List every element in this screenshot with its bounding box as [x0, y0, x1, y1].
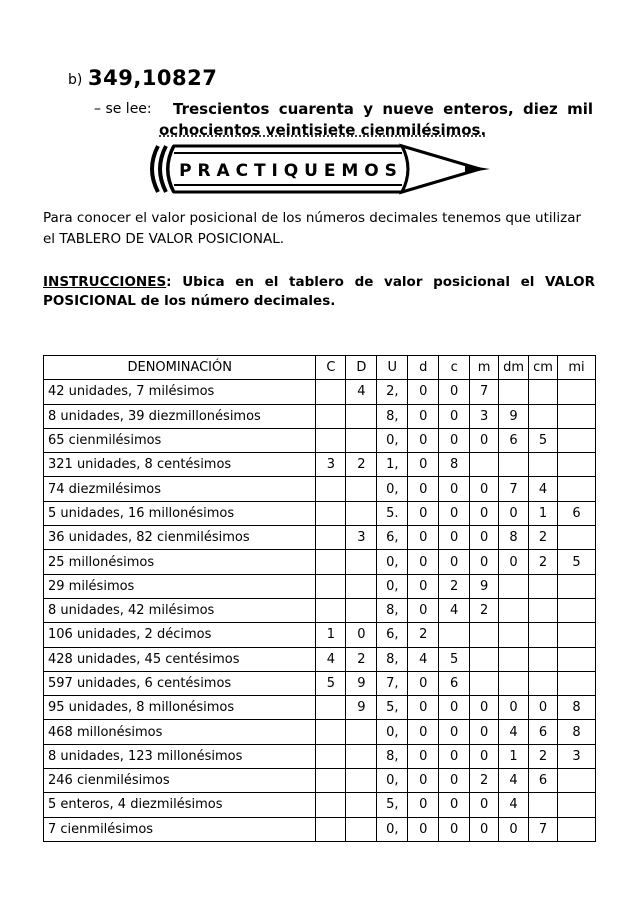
digit-cell [557, 428, 595, 452]
digit-cell [557, 769, 595, 793]
digit-cell: 0 [470, 428, 499, 452]
digit-cell [316, 817, 346, 841]
digit-cell [557, 526, 595, 550]
digit-cell: 6, [377, 526, 408, 550]
table-row [44, 428, 596, 452]
digit-cell: 0 [408, 380, 439, 404]
digit-cell [529, 404, 558, 428]
item-label: b) [68, 72, 83, 88]
digit-cell: 7, [377, 671, 408, 695]
header-d-upper: D [346, 356, 377, 380]
digit-cell [346, 428, 377, 452]
digit-cell [316, 793, 346, 817]
digit-cell [316, 477, 346, 501]
digit-cell [346, 501, 377, 525]
digit-cell: 2 [408, 623, 439, 647]
digit-cell: 4 [408, 647, 439, 671]
digit-cell: 3 [470, 404, 499, 428]
denomination-cell: 246 cienmilésimos [44, 769, 316, 793]
digit-cell: 5 [316, 671, 346, 695]
digit-cell: 6, [377, 623, 408, 647]
header-denominacion: DENOMINACIÓN [44, 356, 316, 380]
digit-cell [316, 696, 346, 720]
digit-cell [470, 647, 499, 671]
digit-cell [529, 671, 558, 695]
digit-cell: 0 [470, 696, 499, 720]
digit-cell: 0 [408, 574, 439, 598]
digit-cell: 4 [439, 598, 470, 622]
denomination-cell: 42 unidades, 7 milésimos [44, 380, 316, 404]
denomination-cell: 8 unidades, 42 milésimos [44, 598, 316, 622]
digit-cell [316, 380, 346, 404]
digit-cell [529, 793, 558, 817]
digit-cell [316, 574, 346, 598]
table-row [44, 744, 596, 768]
digit-cell: 0 [499, 550, 529, 574]
digit-cell: 8 [557, 720, 595, 744]
digit-cell [557, 793, 595, 817]
digit-cell: 0 [470, 744, 499, 768]
digit-cell: 1 [316, 623, 346, 647]
table-row [44, 769, 596, 793]
digit-cell: 9 [346, 671, 377, 695]
denomination-cell: 321 unidades, 8 centésimos [44, 453, 316, 477]
digit-cell: 0 [470, 817, 499, 841]
digit-cell [557, 477, 595, 501]
digit-cell: 0 [408, 453, 439, 477]
digit-cell [316, 550, 346, 574]
intro-text: Para conocer el valor posicional de los números decimales tenemos que utilizar el [43, 210, 582, 247]
digit-cell: 0, [377, 720, 408, 744]
denomination-cell: 36 unidades, 82 cienmilésimos [44, 526, 316, 550]
digit-cell: 0 [408, 598, 439, 622]
denomination-cell: 428 unidades, 45 centésimos [44, 647, 316, 671]
denomination-cell: 74 diezmilésimos [44, 477, 316, 501]
table-row [44, 550, 596, 574]
denomination-cell: 65 cienmilésimos [44, 428, 316, 452]
digit-cell [529, 623, 558, 647]
digit-cell [346, 404, 377, 428]
denomination-cell: 29 milésimos [44, 574, 316, 598]
instructions-label: INSTRUCCIONES [43, 274, 167, 290]
digit-cell [346, 574, 377, 598]
digit-cell [499, 623, 529, 647]
header-c-upper: C [316, 356, 346, 380]
digit-cell: 7 [499, 477, 529, 501]
digit-cell [470, 623, 499, 647]
digit-cell: 0 [439, 817, 470, 841]
digit-cell: 0 [408, 550, 439, 574]
denomination-cell: 5 enteros, 4 diezmilésimos [44, 793, 316, 817]
digit-cell [557, 671, 595, 695]
digit-cell [316, 744, 346, 768]
digit-cell: 9 [346, 696, 377, 720]
denomination-cell: 95 unidades, 8 millonésimos [44, 696, 316, 720]
banner-text: P R A C T I Q U E M O S [179, 161, 397, 181]
digit-cell: 2, [377, 380, 408, 404]
table-row [44, 598, 596, 622]
digit-cell: 1 [529, 501, 558, 525]
digit-cell: 8 [499, 526, 529, 550]
digit-cell [557, 598, 595, 622]
digit-cell [470, 453, 499, 477]
number-reading-line2: ochocientos veintisiete cienmilésimos. [159, 121, 487, 139]
digit-cell: 2 [346, 647, 377, 671]
digit-cell [346, 550, 377, 574]
digit-cell: 4 [499, 720, 529, 744]
table-row [44, 720, 596, 744]
digit-cell: 0 [499, 501, 529, 525]
digit-cell: 5, [377, 793, 408, 817]
digit-cell: 9 [470, 574, 499, 598]
denomination-cell: 7 cienmilésimos [44, 817, 316, 841]
digit-cell: 0 [470, 550, 499, 574]
digit-cell: 0, [377, 769, 408, 793]
digit-cell: 9 [499, 404, 529, 428]
digit-cell: 0 [408, 817, 439, 841]
digit-cell: 0, [377, 574, 408, 598]
digit-cell: 2 [529, 550, 558, 574]
instructions-line1 [43, 272, 595, 293]
digit-cell: 7 [529, 817, 558, 841]
digit-cell [557, 817, 595, 841]
number-reading-line1: Trescientos cuarenta y nueve enteros, diez mil [173, 100, 593, 118]
header-d: d [408, 356, 439, 380]
digit-cell [470, 671, 499, 695]
digit-cell: 0, [377, 428, 408, 452]
digit-cell: 0 [499, 817, 529, 841]
digit-cell: 3 [346, 526, 377, 550]
header-u: U [377, 356, 408, 380]
digit-cell [529, 380, 558, 404]
digit-cell [557, 623, 595, 647]
digit-cell: 0 [439, 696, 470, 720]
digit-cell: 0 [470, 720, 499, 744]
digit-cell: 0 [439, 793, 470, 817]
digit-cell [346, 769, 377, 793]
digit-cell: 0 [439, 526, 470, 550]
digit-cell: 4 [346, 380, 377, 404]
digit-cell: 0 [408, 671, 439, 695]
digit-cell: 0 [439, 380, 470, 404]
denomination-cell: 597 unidades, 6 centésimos [44, 671, 316, 695]
digit-cell: 0 [408, 428, 439, 452]
intro-paragraph [43, 208, 595, 250]
digit-cell: 8, [377, 404, 408, 428]
table-row [44, 793, 596, 817]
digit-cell: 0 [439, 477, 470, 501]
digit-cell: 0 [408, 526, 439, 550]
instructions-text1: : Ubica en el tablero de valor posicional el VALOR [166, 274, 595, 290]
denomination-cell: 8 unidades, 39 diezmillonésimos [44, 404, 316, 428]
digit-cell: 0, [377, 477, 408, 501]
decimal-number: 349,10827 [88, 66, 218, 90]
digit-cell: 0 [346, 623, 377, 647]
digit-cell: 0 [439, 744, 470, 768]
digit-cell: 0 [439, 769, 470, 793]
digit-cell: 4 [316, 647, 346, 671]
digit-cell: 0, [377, 817, 408, 841]
digit-cell: 8, [377, 647, 408, 671]
digit-cell: 2 [439, 574, 470, 598]
digit-cell: 0 [470, 477, 499, 501]
digit-cell: 0 [408, 720, 439, 744]
digit-cell: 3 [557, 744, 595, 768]
digit-cell: 8, [377, 598, 408, 622]
digit-cell [499, 647, 529, 671]
intro-highlight: TABLERO DE VALOR POSICIONAL [59, 231, 280, 247]
digit-cell: 0 [529, 696, 558, 720]
digit-cell [316, 404, 346, 428]
digit-cell: 0 [408, 477, 439, 501]
digit-cell [499, 453, 529, 477]
digit-cell: 1 [499, 744, 529, 768]
digit-cell: 8, [377, 744, 408, 768]
digit-cell [316, 720, 346, 744]
digit-cell: 0 [408, 696, 439, 720]
digit-cell: 0 [499, 696, 529, 720]
digit-cell: 8 [439, 453, 470, 477]
digit-cell: 0 [439, 404, 470, 428]
digit-cell [499, 671, 529, 695]
table-row [44, 380, 596, 404]
digit-cell: 8 [557, 696, 595, 720]
pencil-banner [140, 138, 500, 200]
digit-cell [346, 720, 377, 744]
table-row [44, 477, 596, 501]
header-m: m [470, 356, 499, 380]
digit-cell [316, 769, 346, 793]
digit-cell: 0 [439, 550, 470, 574]
digit-cell: 6 [529, 769, 558, 793]
digit-cell: 4 [499, 793, 529, 817]
digit-cell: 2 [346, 453, 377, 477]
digit-cell [499, 598, 529, 622]
table-row [44, 647, 596, 671]
digit-cell: 6 [439, 671, 470, 695]
denomination-cell: 468 millonésimos [44, 720, 316, 744]
digit-cell [346, 598, 377, 622]
digit-cell: 0 [408, 404, 439, 428]
digit-cell [529, 453, 558, 477]
digit-cell: 7 [470, 380, 499, 404]
header-cm: cm [529, 356, 558, 380]
digit-cell: 1, [377, 453, 408, 477]
digit-cell [316, 428, 346, 452]
digit-cell: 2 [529, 744, 558, 768]
digit-cell [346, 817, 377, 841]
digit-cell: 6 [529, 720, 558, 744]
digit-cell: 0 [439, 428, 470, 452]
digit-cell [557, 404, 595, 428]
digit-cell [346, 477, 377, 501]
digit-cell: 0 [470, 793, 499, 817]
digit-cell [529, 598, 558, 622]
intro-text-end: . [279, 231, 285, 247]
digit-cell: 0, [377, 550, 408, 574]
digit-cell: 3 [316, 453, 346, 477]
table-row [44, 526, 596, 550]
read-prefix: – se lee: [94, 101, 152, 117]
table-header-row [44, 356, 596, 380]
digit-cell: 5, [377, 696, 408, 720]
digit-cell: 4 [529, 477, 558, 501]
place-value-table [43, 355, 596, 842]
table-row [44, 623, 596, 647]
denomination-cell: 106 unidades, 2 décimos [44, 623, 316, 647]
table-row [44, 501, 596, 525]
digit-cell: 5 [439, 647, 470, 671]
table-row [44, 404, 596, 428]
digit-cell [557, 380, 595, 404]
digit-cell [557, 574, 595, 598]
digit-cell: 0 [408, 744, 439, 768]
digit-cell [529, 647, 558, 671]
digit-cell [499, 380, 529, 404]
digit-cell [316, 598, 346, 622]
digit-cell: 5 [529, 428, 558, 452]
digit-cell [316, 526, 346, 550]
digit-cell [346, 793, 377, 817]
denomination-cell: 8 unidades, 123 millonésimos [44, 744, 316, 768]
instructions-line2: POSICIONAL de los número decimales. [43, 293, 336, 309]
table-row [44, 671, 596, 695]
digit-cell [557, 453, 595, 477]
digit-cell: 0 [408, 501, 439, 525]
digit-cell [346, 744, 377, 768]
digit-cell: 5 [557, 550, 595, 574]
digit-cell: 0 [408, 793, 439, 817]
digit-cell: 0 [408, 769, 439, 793]
digit-cell: 2 [470, 598, 499, 622]
digit-cell: 0 [439, 720, 470, 744]
digit-cell: 5. [377, 501, 408, 525]
table-row [44, 817, 596, 841]
table-row [44, 696, 596, 720]
digit-cell: 4 [499, 769, 529, 793]
header-dm: dm [499, 356, 529, 380]
digit-cell: 0 [439, 501, 470, 525]
digit-cell: 0 [470, 526, 499, 550]
table-row [44, 574, 596, 598]
digit-cell: 2 [529, 526, 558, 550]
digit-cell: 0 [470, 501, 499, 525]
digit-cell: 6 [499, 428, 529, 452]
digit-cell [529, 574, 558, 598]
denomination-cell: 5 unidades, 16 millonésimos [44, 501, 316, 525]
digit-cell [439, 623, 470, 647]
denomination-cell: 25 millonésimos [44, 550, 316, 574]
digit-cell: 6 [557, 501, 595, 525]
table-row [44, 453, 596, 477]
digit-cell [499, 574, 529, 598]
digit-cell [557, 647, 595, 671]
digit-cell: 2 [470, 769, 499, 793]
header-c: c [439, 356, 470, 380]
header-mi: mi [557, 356, 595, 380]
digit-cell [316, 501, 346, 525]
